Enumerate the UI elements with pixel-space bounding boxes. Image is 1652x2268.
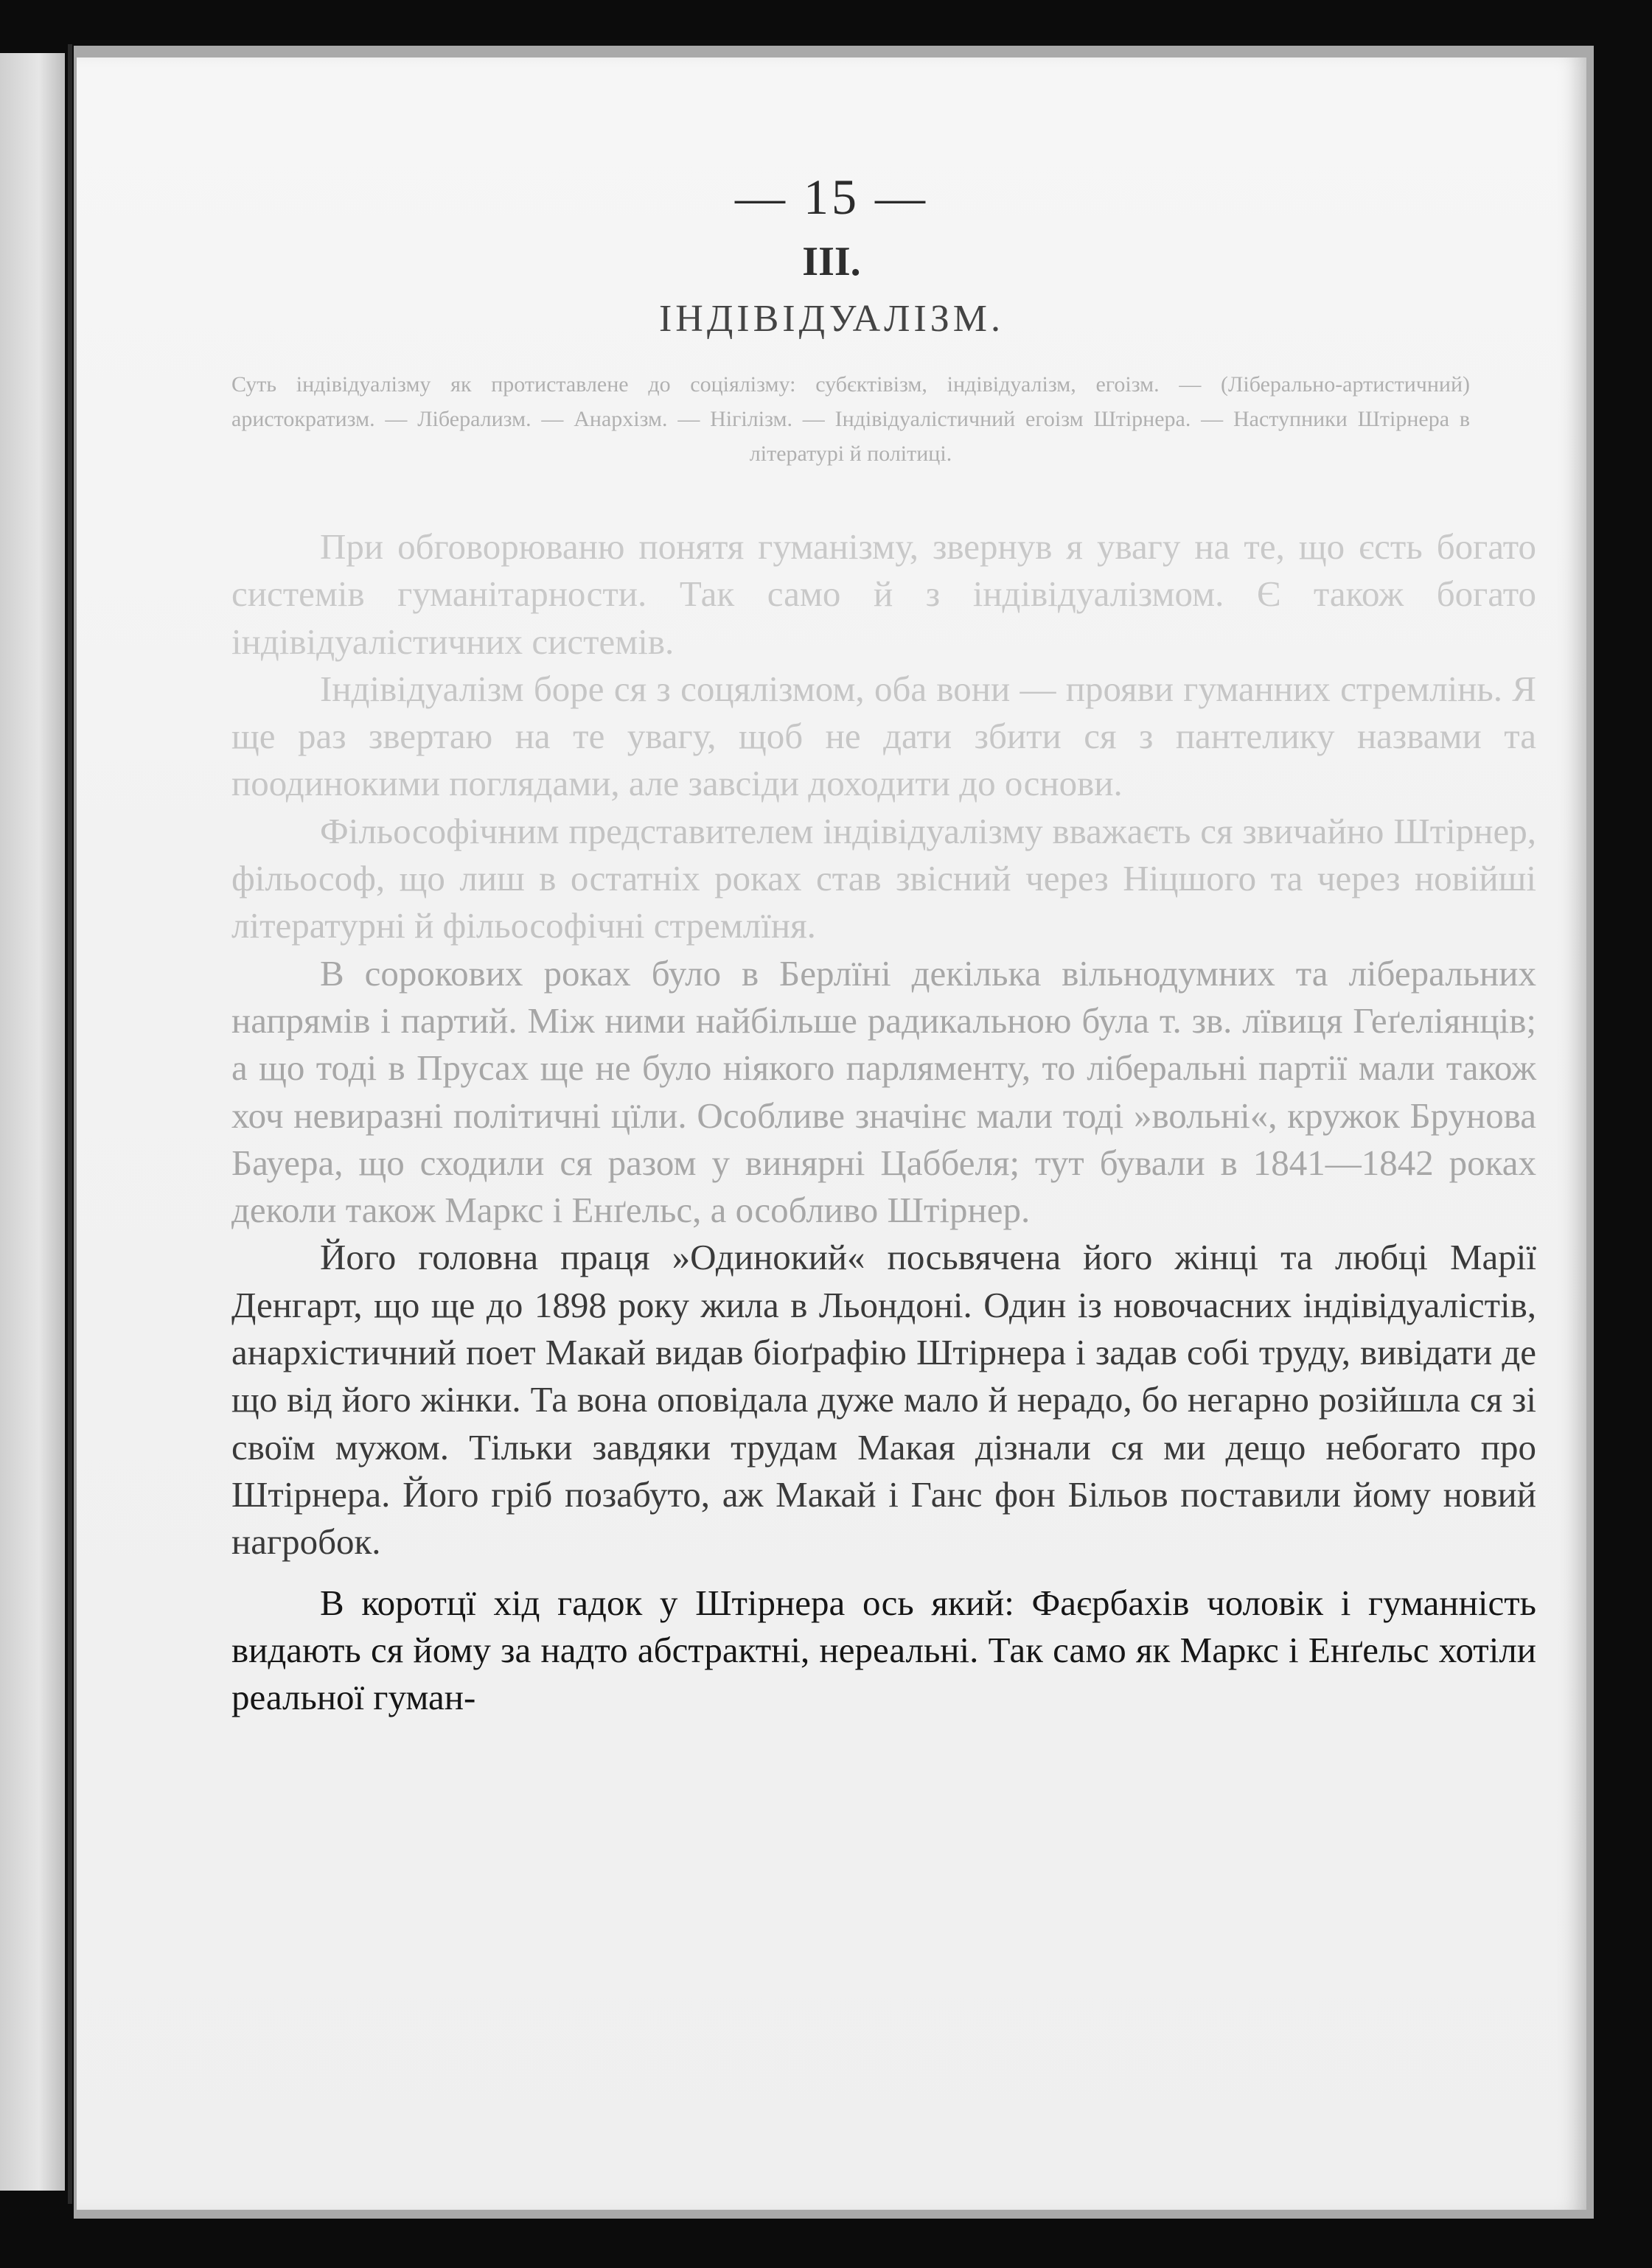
paragraph: Індівідуалізм боре ся з соцялізмом, оба вони — прояви гуманних стремлінь. Я ще раз звертаю на те увагу, щоб не дати збити ся з пантелику назвами та поодинокими поглядами, але завсіди доходити до основи.: [231, 668, 1536, 804]
paragraph: Його головна праця »Одинокий« посьвячена його жінці та любці Марії Денгарт, що ще до 1898 року жила в Льондоні. Один із новочасних індівідуалістів, анархістичний поет Макай видав біоґрафію Штірнера і задав собі труду, вивідати де що від його жінки. Та вона оповідала дуже мало й нерадо, бо негарно розійшла ся зі своїм мужом. Тільки завдяки трудам Макая дізнали ся ми дещо небогато про Штірнера. Його гріб позабуто, аж Макай і Ганс фон Більов поставили йому новий нагробок.: [231, 1237, 1536, 1563]
chapter-number: III.: [802, 239, 861, 285]
chapter-title: ІНДІВІДУАЛІЗМ.: [658, 298, 1005, 340]
paragraph: Фільософічним представителем індівідуалізму вважаєть ся звичайно Штірнер, фільософ, що лиш в остатніх роках став звісний через Ніцшого та через новійші літературні й фільософічні стремлїня.: [231, 810, 1536, 946]
paragraph: В сорокових роках було в Берлїні декілька вільнодумних та ліберальних напрямів і партий. Між ними найбільше радикальною була т. зв. лївиця Геґеліянців; а що тоді в Прусах ще не було ніякого парляменту, то ліберальні партії мали також хоч невиразні політичні цїли. Особливе значінє мали тоді »вольні«, кружок Брунова Бауера, що сходили ся разом у винярні Цаббеля; тут бували в 1841—1842 роках деколи також Маркс і Енґельс, а особливо Штірнер.: [231, 952, 1536, 1231]
book-binding-edge: [68, 44, 72, 2204]
page-number: — 15 —: [735, 169, 928, 225]
paragraph: В коротцї хід гадок у Штірнера ось який: Фаєрбахів чоловік і гуманність видають ся йому за надто абстрактні, нереальні. Так само як Маркс і Енґельс хотіли реальної гуман-: [231, 1582, 1536, 1718]
chapter-summary: Суть індівідуалізму як протиставлене до соціялізму: субєктівізм, індівідуалізм, егоізм. — (Ліберально-артистичний) аристократизм. — Ліберализм. — Анархізм. — Нігілізм. — Індівідуалістичний егоізм Штірнера. — Наступники Штірнера в літературі й політиці.: [231, 372, 1470, 466]
paragraph: При обговорюваню понятя гуманізму, звернув я увагу на те, що єсть богато системів гуманітарности. Так само й з індівідуалізмом. Є також богато індівідуалістичних системів.: [231, 526, 1536, 662]
body-text: [231, 523, 1536, 1721]
book-page: [77, 57, 1586, 2210]
previous-page-edge: [0, 53, 65, 2191]
